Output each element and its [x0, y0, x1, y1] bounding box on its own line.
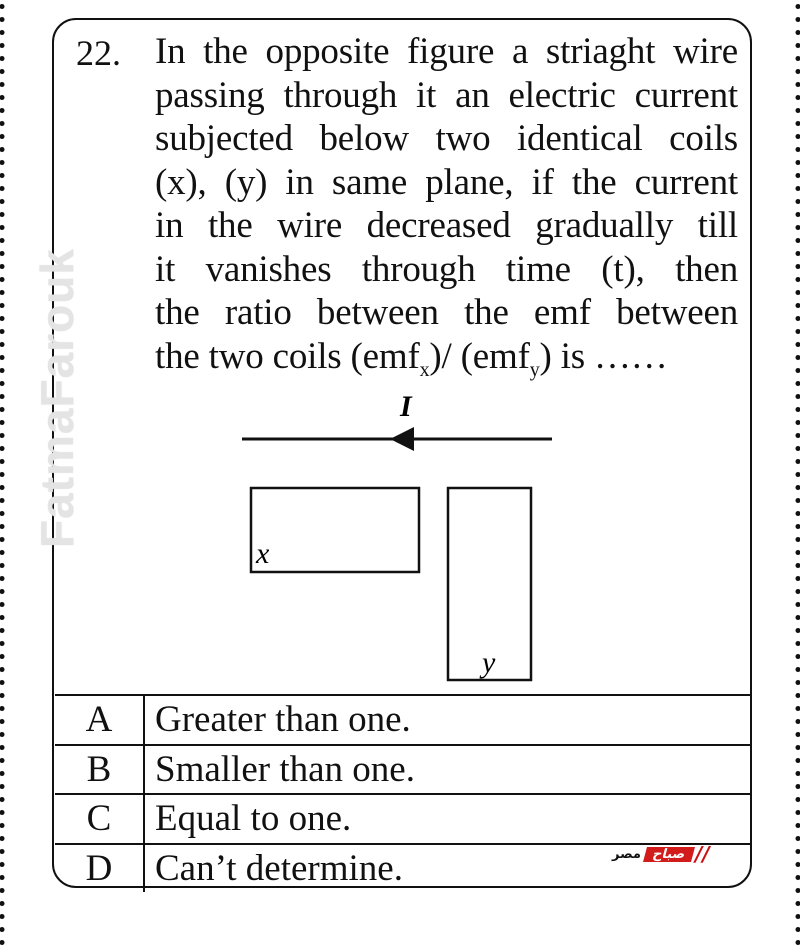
- question-line: the ratio between the emf between: [155, 292, 738, 333]
- option-letter: B: [55, 746, 145, 794]
- logo-text-2: صباح: [643, 847, 695, 862]
- publisher-logo: [612, 843, 710, 865]
- subscript-y: y: [529, 358, 540, 381]
- logo-text-1: مصر: [612, 846, 641, 862]
- emf-suffix: ) is ……: [539, 335, 668, 377]
- watermark-text: FatmaFarouk: [31, 248, 83, 548]
- question-line: subjected below two identical coils: [155, 118, 738, 159]
- option-a[interactable]: [55, 694, 752, 744]
- option-text: Can’t determine.: [155, 847, 403, 889]
- coil-x: [251, 488, 419, 572]
- option-letter: C: [55, 795, 145, 843]
- emf-prefix: the two coils (emf: [155, 335, 420, 377]
- option-b[interactable]: [55, 744, 752, 794]
- emf-middle: )/ (emf: [429, 335, 530, 377]
- option-letter: D: [55, 845, 145, 893]
- coil-y-label: y: [482, 646, 496, 679]
- option-c[interactable]: [55, 793, 752, 843]
- question-line: passing through it an electric current: [155, 74, 738, 116]
- option-text: Smaller than one.: [155, 748, 415, 790]
- option-letter: A: [55, 696, 145, 744]
- question-line: it vanishes through time (t), then: [155, 248, 738, 290]
- subscript-x: x: [419, 358, 430, 381]
- question-line: in the wire decreased gradually till: [155, 205, 738, 246]
- coil-x-label: x: [256, 537, 270, 570]
- option-text: Equal to one.: [155, 798, 352, 839]
- option-text: Greater than one.: [155, 699, 411, 740]
- question-line: In the opposite figure a striaght wire: [155, 31, 738, 72]
- current-label: I: [400, 390, 412, 423]
- logo-slash-icon: //: [695, 842, 710, 866]
- question-number: 22.: [76, 33, 121, 73]
- current-direction-arrow-icon: [390, 427, 414, 451]
- question-line: (x), (y) in same plane, if the current: [155, 161, 738, 203]
